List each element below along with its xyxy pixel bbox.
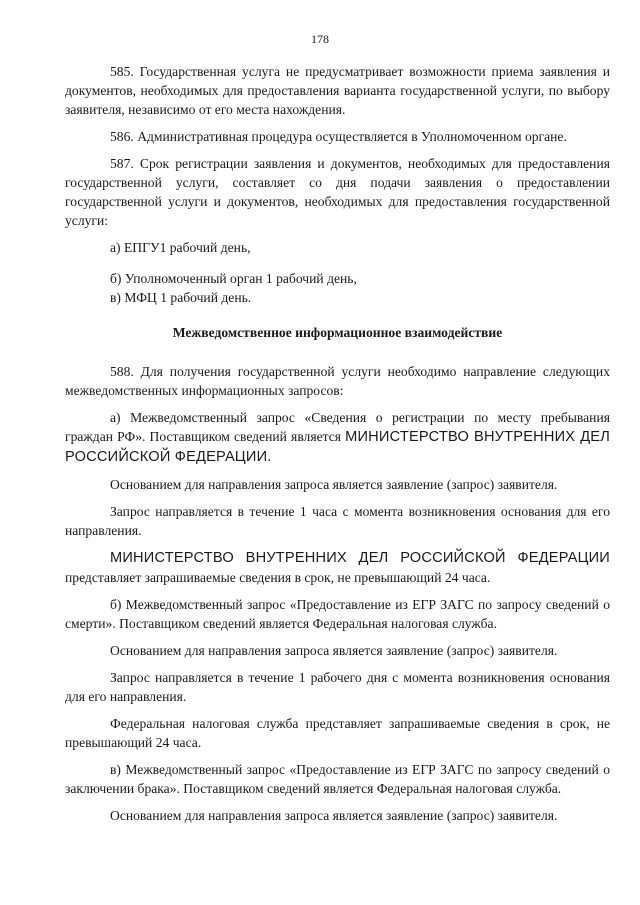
provider-response — [65, 548, 610, 587]
section-heading: Межведомственное информационное взаимодействие — [172, 325, 503, 340]
provider-organization: МИНИСТЕРСТВО ВНУТРЕННИХ ДЕЛ РОССИЙСКОЙ ФЕДЕРАЦИИ. — [65, 429, 610, 465]
paragraph-586: 586. Административная процедура осуществляется в Уполномоченном органе. — [110, 129, 567, 144]
paragraph-588-a-text: а) Межведомственный запрос «Сведения о регистрации по месту пребывания граждан РФ». Поставщиком сведений является — [65, 410, 610, 444]
provider-response-text: представляет запрашиваемые сведения в срок, не превышающий 24 часа. — [65, 570, 491, 585]
request-timing-1: Запрос направляется в течение 1 часа с момента возникновения основания для его направления. — [65, 504, 610, 538]
page-number: 178 — [311, 32, 329, 46]
request-timing-2: Запрос направляется в течение 1 рабочего дня с момента возникновения основания для его направления. — [65, 670, 610, 704]
request-basis-3: Основанием для направления запроса является заявление (запрос) заявителя. — [110, 808, 558, 823]
paragraph-588-v: в) Межведомственный запрос «Предоставление из ЕГР ЗАГС по запросу сведений о заключении брака». Поставщиком сведений является Федеральная налоговая служба. — [65, 762, 610, 796]
paragraph-585: 585. Государственная услуга не предусматривает возможности приема заявления и документов, необходимых для предоставления варианта государственной услуги, по выбору заявителя, независимо от его места нахождения. — [65, 64, 610, 117]
paragraph-587-a: а) ЕПГУ1 рабочий день, — [110, 240, 251, 255]
paragraph-588: 588. Для получения государственной услуги необходимо направление следующих межведомственных информационных запросов: — [65, 364, 610, 398]
request-basis-2: Основанием для направления запроса является заявление (запрос) заявителя. — [110, 643, 558, 658]
document-body — [65, 62, 610, 833]
paragraph-588-a — [65, 408, 610, 467]
paragraph-587-b: б) Уполномоченный орган 1 рабочий день, — [110, 271, 357, 286]
paragraph-588-b: б) Межведомственный запрос «Предоставление из ЕГР ЗАГС по запросу сведений о смерти». Поставщиком сведений является Федеральная налоговая служба. — [65, 597, 610, 631]
request-basis-1: Основанием для направления запроса является заявление (запрос) заявителя. — [110, 477, 558, 492]
paragraph-587-c: в) МФЦ 1 рабочий день. — [110, 290, 252, 305]
paragraph-587: 587. Срок регистрации заявления и документов, необходимых для предоставления государственной услуги, составляет со дня подачи заявления о предоставлении государственной услуги и документов, необходимых для предоставления государственной услуги: — [65, 156, 610, 228]
provider-organization-2: МИНИСТЕРСТВО ВНУТРЕННИХ ДЕЛ РОССИЙСКОЙ ФЕДЕРАЦИИ — [110, 550, 610, 566]
fns-response: Федеральная налоговая служба представляет запрашиваемые сведения в срок, не превышающий 24 часа. — [65, 716, 610, 750]
